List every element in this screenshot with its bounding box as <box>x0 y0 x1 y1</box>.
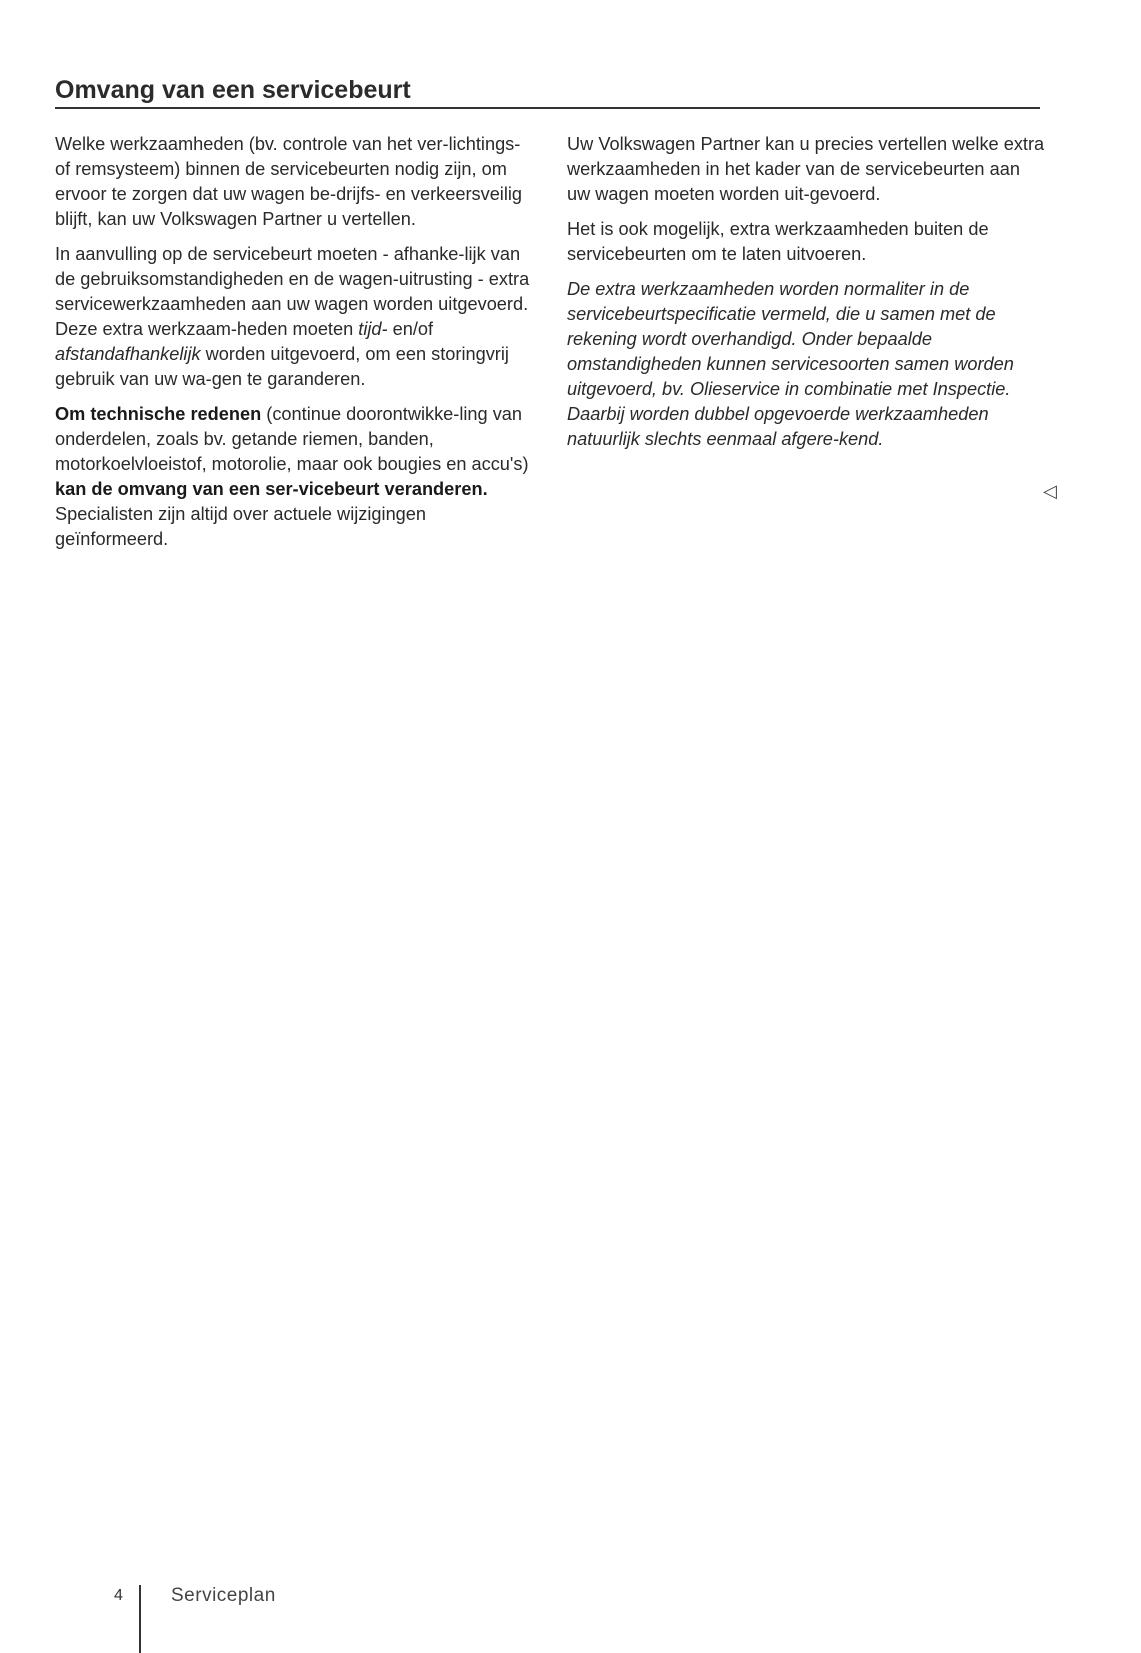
section-end-icon: ◁ <box>1043 481 1057 501</box>
text-segment: worden uitgevoerd, om een storingvrij gebruik van uw wa-gen te garanderen. <box>55 344 509 389</box>
paragraph-work-needed: Welke werkzaamheden (bv. controle van het ver-lichtings- of remsysteem) binnen de servicebeurten nodig zijn, om ervoor te zorgen dat uw wagen be-drijfs- en verkeersveilig blijft, kan uw Volkswagen Partner u vertellen. <box>55 134 523 229</box>
emphasis-distance: afstandafhankelijk <box>55 344 201 364</box>
paragraph-extra-work <box>55 242 535 392</box>
text-segment: en/of <box>387 319 434 339</box>
text-segment: (continue doorontwikke-ling van onderdelen, zoals bv. getande riemen, banden, motorkoelvloeistof, motorolie, maar ook bougies en accu's) <box>55 404 529 474</box>
footer-section-label: Serviceplan <box>171 1585 276 1606</box>
paragraph-specification-note: De extra werkzaamheden worden normaliter in de servicebeurtspecificatie vermeld, die u samen met de rekening wordt overhandigd. Onder bepaalde omstandigheden kunnen servicesoorten samen worden uitgevoerd, bv. Olieservice in combinatie met Inspectie. Daarbij worden dubbel opgevoerde werkzaamheden natuurlijk slechts eenmaal afgere-kend. <box>567 279 1014 449</box>
paragraph-technical-reasons <box>55 402 535 552</box>
emphasis-time: tijd- <box>358 319 388 339</box>
paragraph-partner-info: Uw Volkswagen Partner kan u precies vertellen welke extra werkzaamheden in het kader van de servicebeurten aan uw wagen moeten worden uit-gevoerd. <box>567 134 1045 204</box>
text-segment: Specialisten zijn altijd over actuele wijzigingen geïnformeerd. <box>55 504 427 549</box>
text-segment: In aanvulling op de servicebeurt moeten - afhanke-lijk van de gebruiksomstandigheden en de wagen-uitrusting - extra servicewerkzaamheden aan uw wagen worden uitgevoerd. Deze extra werkzaam-heden moeten <box>55 244 530 339</box>
right-column <box>567 132 1045 462</box>
page-title: Omvang van een servicebeurt <box>55 76 411 104</box>
title-divider <box>55 107 1040 109</box>
bold-technical-reasons: Om technische redenen <box>55 404 262 424</box>
page-number: 4 <box>114 1587 123 1604</box>
footer-divider <box>139 1585 141 1653</box>
bold-scope-change: kan de omvang van een ser-vicebeurt veranderen. <box>55 479 488 499</box>
paragraph-outside-service: Het is ook mogelijk, extra werkzaamheden buiten de servicebeurten om te laten uitvoeren. <box>567 219 989 264</box>
left-column <box>55 132 535 562</box>
